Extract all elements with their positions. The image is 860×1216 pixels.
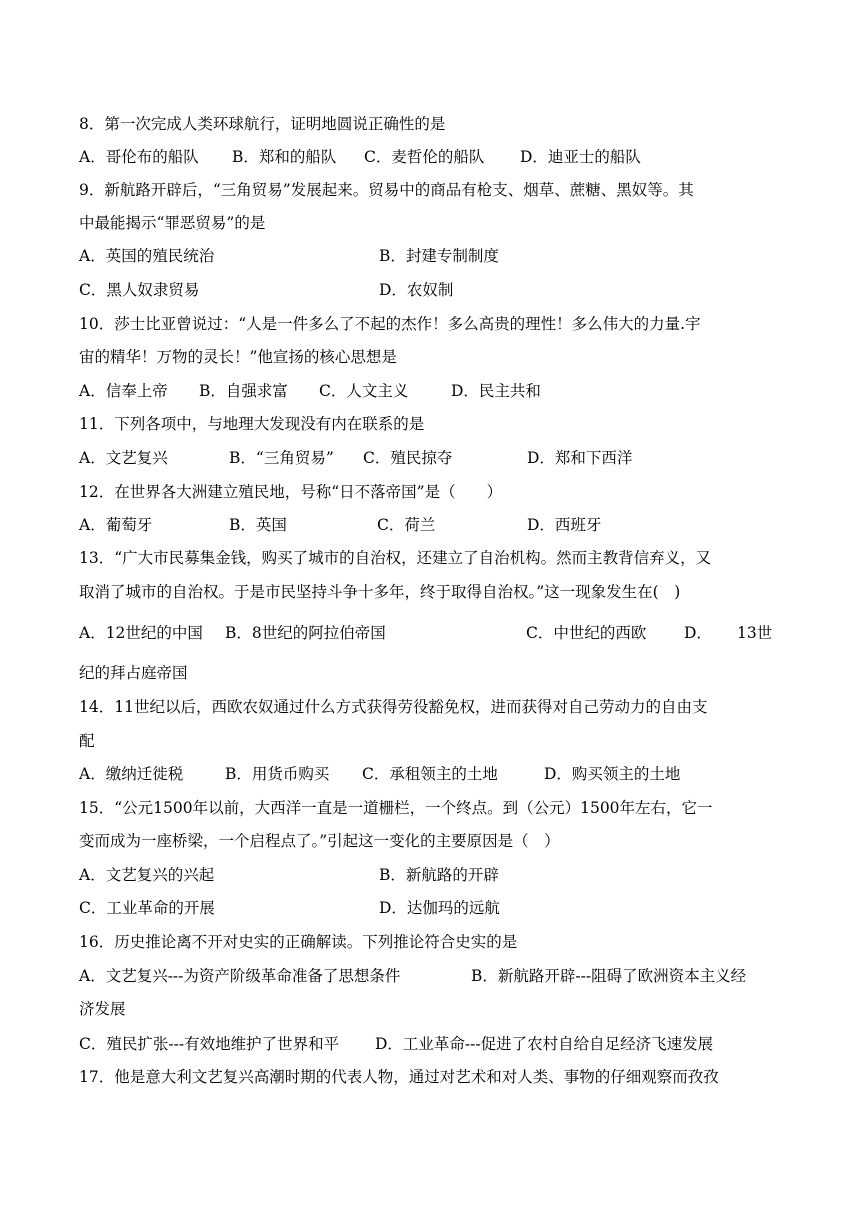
question-9-stem: 中最能揭示“罪恶贸易”的是 bbox=[79, 214, 266, 232]
option-b: B．新航路开辟---阻碍了欧洲资本主义经 bbox=[471, 967, 747, 985]
question-16-options bbox=[79, 966, 779, 986]
question-11-stem: 11．下列各项中，与地理大发现没有内在联系的是 bbox=[79, 415, 425, 433]
option-c: C．殖民扩张---有效地维护了世界和平 bbox=[79, 1035, 340, 1053]
option-b: B．郑和的船队 bbox=[232, 148, 337, 166]
question-12-stem: 12．在世界各大洲建立殖民地，号称“日不落帝国”是（ ） bbox=[79, 483, 503, 501]
option-d: D．民主共和 bbox=[451, 382, 541, 400]
option-a: A．缴纳迁徙税 bbox=[79, 765, 184, 783]
option-a: A．葡萄牙 bbox=[79, 516, 153, 534]
option-a: A．英国的殖民统治 bbox=[79, 247, 215, 265]
question-14-stem: 配 bbox=[79, 732, 95, 750]
question-13-stem: 13．“广大市民募集金钱，购买了城市的自治权，还建立了自治机构。然而主教背信弃义，又 bbox=[79, 549, 712, 567]
question-15-stem: 15．“公元1500年以前，大西洋一直是一道栅栏，一个终点。到（公元）1500年左右，它一 bbox=[79, 799, 713, 817]
option-a: A．文艺复兴的兴起 bbox=[79, 866, 215, 884]
question-15-options bbox=[79, 898, 779, 918]
question-13-options bbox=[79, 623, 779, 643]
option-c: C．殖民掠夺 bbox=[363, 449, 453, 467]
question-8-stem: 8．第一次完成人类环球航行，证明地圆说正确性的是 bbox=[79, 115, 446, 133]
option-b: B．自强求富 bbox=[199, 382, 288, 400]
option-a: A．文艺复兴 bbox=[79, 449, 168, 467]
question-13-options-cont: 纪的拜占庭帝国 bbox=[79, 664, 188, 682]
question-9-stem: 9．新航路开辟后，“三角贸易”发展起来。贸易中的商品有枪支、烟草、蔗糖、黑奴等。其 bbox=[79, 181, 694, 199]
option-d: D．农奴制 bbox=[379, 281, 454, 299]
question-16-options bbox=[79, 1034, 779, 1054]
option-b: B．用货币购买 bbox=[225, 765, 330, 783]
option-b: B．封建专制制度 bbox=[379, 247, 499, 265]
question-8-options bbox=[79, 147, 779, 167]
question-9-options bbox=[79, 280, 779, 300]
option-a: A．哥伦布的船队 bbox=[79, 148, 199, 166]
option-d: D．工业革命---促进了农村自给自足经济飞速发展 bbox=[375, 1035, 714, 1053]
option-c: C．承租领主的土地 bbox=[362, 765, 498, 783]
option-d: D．郑和下西洋 bbox=[527, 449, 633, 467]
option-a: A．信奉上帝 bbox=[79, 382, 168, 400]
question-16-stem: 16．历史推论离不开对史实的正确解读。下列推论符合史实的是 bbox=[79, 933, 518, 951]
option-c: C．人文主义 bbox=[319, 382, 409, 400]
question-15-options bbox=[79, 865, 779, 885]
option-b: B．8世纪的阿拉伯帝国 bbox=[225, 624, 386, 642]
option-b: B．新航路的开辟 bbox=[379, 866, 499, 884]
option-a: A．12世纪的中国 bbox=[79, 624, 203, 642]
option-c: C．麦哲伦的船队 bbox=[364, 148, 485, 166]
question-10-stem: 宙的精华！万物的灵长！”他宣扬的核心思想是 bbox=[79, 348, 397, 366]
question-14-stem: 14．11世纪以后，西欧农奴通过什么方式获得劳役豁免权，进而获得对自己劳动力的自由支 bbox=[79, 698, 708, 716]
question-15-stem: 变而成为一座桥梁，一个启程点了。”引起这一变化的主要原因是（ ） bbox=[79, 832, 560, 850]
question-9-options bbox=[79, 246, 779, 266]
option-d: D．购买领主的土地 bbox=[544, 765, 681, 783]
option-c: C．荷兰 bbox=[377, 516, 436, 534]
option-b: B．“三角贸易” bbox=[229, 449, 334, 467]
option-d: D．达伽玛的远航 bbox=[379, 899, 500, 917]
option-c: C．黑人奴隶贸易 bbox=[79, 281, 200, 299]
option-d: D． bbox=[684, 624, 712, 642]
question-17-stem: 17．他是意大利文艺复兴高潮时期的代表人物，通过对艺术和对人类、事物的仔细观察而孜孜 bbox=[79, 1068, 719, 1086]
option-d: D．迪亚士的船队 bbox=[520, 148, 641, 166]
option-c: C．工业革命的开展 bbox=[79, 899, 215, 917]
question-14-options bbox=[79, 764, 779, 784]
option-a: A．文艺复兴---为资产阶级革命准备了思想条件 bbox=[79, 967, 401, 985]
question-16-options-cont: 济发展 bbox=[79, 1000, 126, 1018]
question-13-stem: 取消了城市的自治权。于是市民坚持斗争十多年，终于取得自治权。”这一现象发生在( ) bbox=[79, 583, 681, 601]
question-10-options bbox=[79, 381, 779, 401]
option-d: D．西班牙 bbox=[527, 516, 602, 534]
option-d-text: 13世 bbox=[737, 624, 773, 642]
question-12-options bbox=[79, 515, 779, 535]
question-11-options bbox=[79, 448, 779, 468]
option-b: B．英国 bbox=[229, 516, 287, 534]
option-c: C．中世纪的西欧 bbox=[526, 624, 647, 642]
question-10-stem: 10．莎士比亚曾说过：“人是一件多么了不起的杰作！多么高贵的理性！多么伟大的力量.宇 bbox=[79, 315, 701, 333]
